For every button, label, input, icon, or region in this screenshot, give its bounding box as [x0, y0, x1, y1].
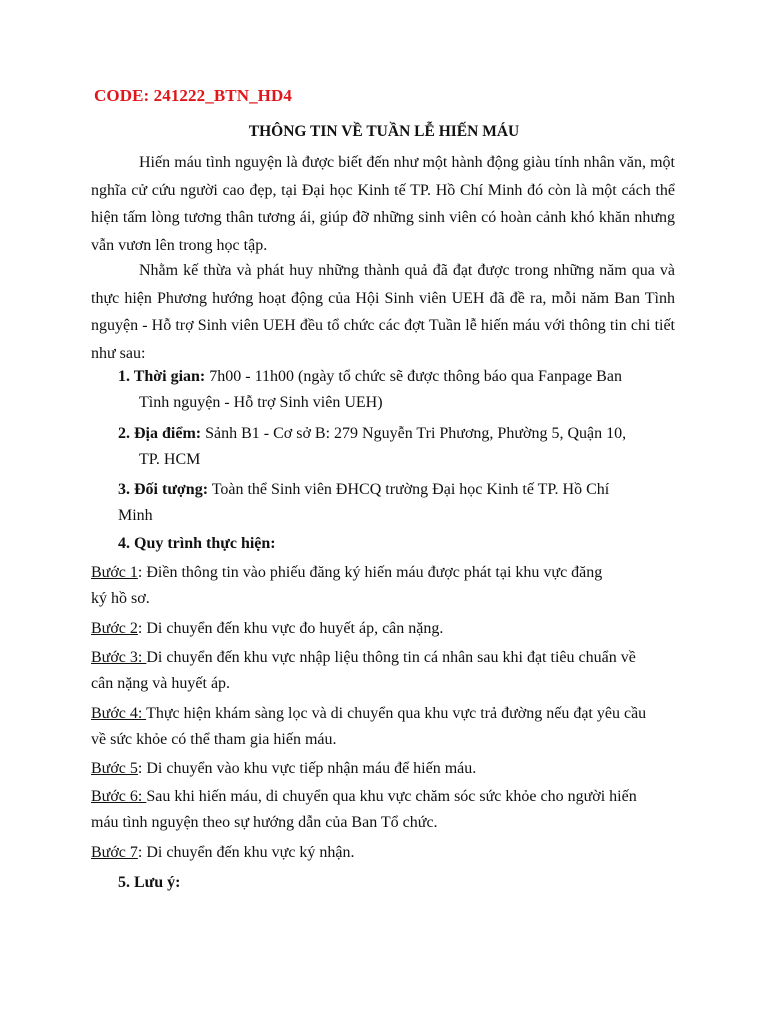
- step-2: Bước 2: Di chuyển đến khu vực đo huyết áp, cân nặng.: [91, 620, 444, 637]
- step-4: Bước 4: Thực hiện khám sàng lọc và di chuyển qua khu vực trả đường nếu đạt yêu cầu về sức khỏe có thể tham gia hiến máu.: [91, 705, 647, 748]
- notes-heading: 5. Lưu ý:: [118, 874, 181, 891]
- time-item: 1. Thời gian: 7h00 - 11h00 (ngày tổ chức sẽ được thông báo qua Fanpage Ban Tình nguyện - Hỗ trợ Sinh viên UEH): [118, 368, 622, 411]
- document-code: CODE: 241222_BTN_HD4: [94, 86, 292, 105]
- step-3: Bước 3: Di chuyển đến khu vực nhập liệu thông tin cá nhân sau khi đạt tiêu chuẩn về cân nặng và huyết áp.: [91, 649, 636, 692]
- procedure-heading: 4. Quy trình thực hiện:: [118, 535, 276, 552]
- intro-paragraph: Hiến máu tình nguyện là được biết đến như một hành động giàu tính nhân văn, một nghĩa cử cứu người cao đẹp, tại Đại học Kinh tế TP. Hồ Chí Minh đó còn là một cách thể hiện tấm lòng tương thân tương ái, giúp đỡ những sinh viên có hoàn cảnh khó khăn nhưng vẫn vươn lên trong học tập.: [91, 154, 675, 254]
- step-7: Bước 7: Di chuyển đến khu vực ký nhận.: [91, 844, 355, 861]
- step-5: Bước 5: Di chuyển vào khu vực tiếp nhận máu để hiến máu.: [91, 760, 477, 777]
- step-6: Bước 6: Sau khi hiến máu, di chuyển qua khu vực chăm sóc sức khỏe cho người hiến máu tình nguyện theo sự hướng dẫn của Ban Tổ chức.: [91, 788, 637, 831]
- step-1: Bước 1: Điền thông tin vào phiếu đăng ký hiến máu được phát tại khu vực đăng ký hồ sơ.: [91, 564, 603, 607]
- document-title: THÔNG TIN VỀ TUẦN LỄ HIẾN MÁU: [248, 123, 520, 140]
- audience-item: 3. Đối tượng: Toàn thể Sinh viên ĐHCQ trường Đại học Kinh tế TP. Hồ Chí Minh: [118, 481, 610, 524]
- location-item: 2. Địa điểm: Sảnh B1 - Cơ sở B: 279 Nguyễn Tri Phương, Phường 5, Quận 10, TP. HCM: [118, 425, 627, 468]
- purpose-paragraph: Nhằm kế thừa và phát huy những thành quả đã đạt được trong những năm qua và thực hiện Phương hướng hoạt động của Hội Sinh viên UEH đã đề ra, mỗi năm Ban Tình nguyện - Hỗ trợ Sinh viên UEH đều tổ chức các đợt Tuần lễ hiến máu với thông tin chi tiết như sau:: [91, 262, 675, 362]
